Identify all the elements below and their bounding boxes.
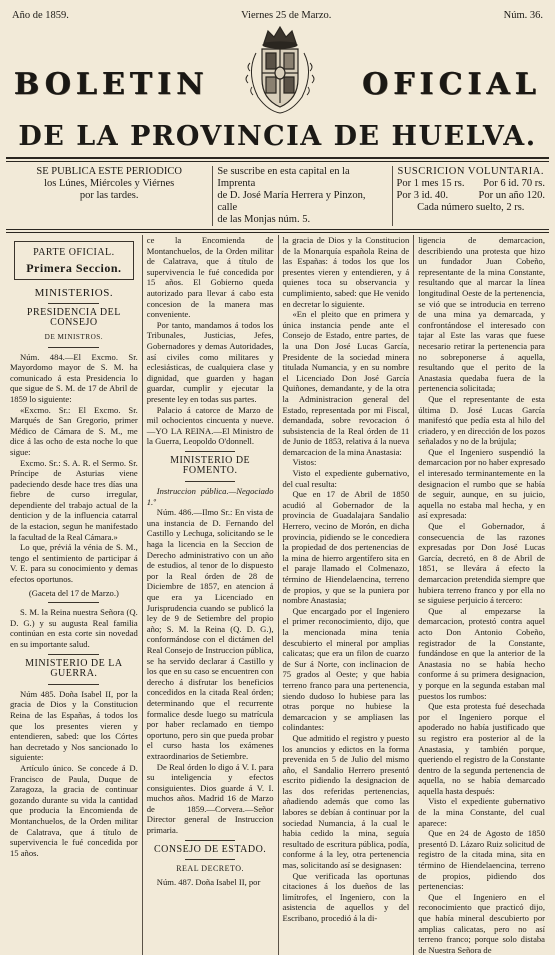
paragraph: Que el Ingeniero en el reconocimiento que practicó dijo, que había mineral descubierto por amplias calicatas, pero no así terreno franco; porque solo distaba de Nuestra Señora de (418, 891, 545, 955)
paragraph: Que en 17 de Abril de 1850 acudió al Gobernador de la provincia de Guadalajara Sandalio Herrero, vecino de Morón, en dicha provincia, pidiendo se le concediera la propiedad de dos pertenencias de la mina de hierro argentífero sita en el paraje llamado el Colmenazo, término de Hiendelaencina, terreno de propios, y que se la puniera por nombre Anastasia; (282, 489, 410, 606)
paragraph: Artículo único. Se concede á D. Francisco de Paula, Duque de Zaragoza, la gracia de continuar gozando durante su vida la cantidad que producia la Encomienda de Montanchuelos, de la Orden militar de Calatrava, que á título de supervivencia le fué concedida por 15 años. (10, 762, 138, 858)
masthead-subtitle: DE LA PROVINCIA DE HUELVA. (18, 121, 537, 152)
parte-oficial-box (14, 241, 134, 280)
masthead (6, 23, 549, 118)
divider (185, 451, 236, 452)
schedule-line: SE PUBLICA ESTE PERIODICO (36, 166, 182, 177)
paragraph: Palacio á catorce de Marzo de mil ochocientos cincuenta y nueve.—YO LA REINA.—El Ministro de la Guerra, Leopoldo O'donnell. (146, 404, 274, 447)
price-item: Por 6 id. 70 rs. (483, 178, 545, 189)
paragraph: Lo que, préviá la vénia de S. M., tengo el sentimiento de participar á V. E. para su conocimiento y demas efectos oportunos. (10, 542, 138, 585)
subscription-location (212, 166, 391, 226)
divider (48, 684, 99, 685)
subscription-prices (392, 166, 549, 226)
column-4 (413, 235, 549, 955)
schedule-line: por las tardes. (79, 190, 139, 201)
info-rule (6, 232, 549, 233)
divider (48, 347, 99, 348)
paragraph: Que encargado por el Ingeniero el primer reconocimiento, dijo, que la mencionada mina tenia descubierto el mineral por amplias calicatas; que era un filon de cuarzo de Sur á Norte, con inclinacion de 75 grados al Oeste; y que habia terreno franco para una pertenencia, siendo dudoso lo hubiese para las otras porque no hubiese la demarcacion y se ampliasen las colindantes: (282, 605, 410, 733)
primera-seccion-heading: Primera Seccion. (26, 260, 122, 275)
dateline (6, 0, 549, 21)
ministerios-heading: MINISTERIOS. (34, 287, 114, 300)
paragraph: Por tanto, mandamos á todos los Tribunales, Justicias, Jefes, Gobernadores y demas Autoridades, así civiles como militares y eclesiásticas, de cualquiera clase y dignidad, que guarden y hagan guardar, cumplir y ejecutar la presente ley en todas sus partes. (146, 319, 274, 404)
divider (48, 602, 99, 603)
paragraph: Núm 485. Doña Isabel II, por la gracia de Dios y la Constitucion Reina de las Españas, á todos los que los presentes vieren y entendieren, sabed: que los Córtes han decretado y Nos sancionado lo siguiente: (10, 688, 138, 763)
location-line: Se suscribe en esta capital en la Imprenta (217, 166, 350, 189)
subscription-title: SUSCRICION VOLUNTARIA. (397, 166, 544, 177)
price-item: Por un año 120. (478, 190, 545, 201)
article-columns (6, 235, 549, 955)
divider (185, 859, 236, 860)
paragraph: S. M. la Reina nuestra Señora (Q. D. G.) y su augusta Real familia continúan en esta corte sin novedad en su importante salud. (10, 607, 138, 649)
divider (185, 840, 236, 841)
paragraph: Que verificada las oportunas citaciones á los dueños de las limítrofes, el Ingeniero, con la asistencia de aquellos y del Escribano, procedió á la di- (282, 870, 410, 923)
negociado-line: Instruccion pública.—Negociado 1.º (146, 486, 274, 507)
price-row (397, 190, 545, 202)
parte-oficial-heading: PARTE OFICIAL. (33, 247, 115, 258)
price-row (397, 178, 545, 190)
consejo-heading: CONSEJO DE ESTADO. (153, 843, 267, 855)
publication-schedule (6, 166, 212, 226)
paragraph: «En el pleito que en primera y única instancia pende ante el Consejo de Estado, entre partes, de la una Don José Lucas García, Presidente de la sociedad minera titulada Numancia, y en su nombre el Licenciado Don José García Quiñones, demandante, y de la otra la Administracion general del Estado, representada por mi Fiscal, demandada, sobre revocacion ó subsistencia de la Real órden de 11 de Junio de 1853, relativa á la nueva demarcacion de la mina Anastasia: (282, 309, 410, 457)
presidencia-subheading: DE MINISTROS. (44, 332, 104, 341)
masthead-word-oficial: OFICIAL (362, 67, 541, 102)
paragraph: Que admitido el registro y puesto los anuncios y edictos en la forma prevenida en 5 de Julio del mismo año, el Sandalio Herrero presentó escrito pidiendo la designacion de las dos referidas pertenencias, añadiendo además que como las labores se debían á continuar por la sociedad Numancia, á la cual le habia cedido la mina, seguía resultado de escritura pública, podía, conforme á la ley, otra pertenencia mas, solicitando así se designasen: (282, 732, 410, 871)
single-issue-price: Cada número suelto, 2 rs. (417, 202, 525, 213)
price-item: Por 1 mes 15 rs. (396, 178, 465, 189)
schedule-line: los Lúnes, Miércoles y Viérnes (44, 178, 175, 189)
paragraph: Que en 24 de Agosto de 1850 presentó D. Lázaro Ruiz solicitud de registro de la citada mina, sita en término de Hiendelaencina, terreno de propios, pidiendo dos pertenencias: (418, 828, 545, 892)
newspaper-page (6, 0, 549, 955)
masthead-word-boletin: BOLETIN (14, 67, 209, 102)
paragraph: Visto el expediente gubernativo de la mina Constante, del cual aparece: (418, 796, 545, 828)
info-rule (6, 229, 549, 230)
location-line: de D. José María Herrera y Pinzon, calle (217, 190, 366, 213)
paragraph: «Excmo. Sr.: El Excmo. Sr. Marqués de San Gregorio, primer Médico de Cámara de S. M., me dice á las ocho de esta noche lo que sigue: (10, 404, 138, 457)
price-item: Por 3 id. 40. (396, 190, 449, 201)
divider (185, 481, 236, 482)
decreto-heading: REAL DECRETO. (176, 864, 245, 874)
paragraph: Que esta protesta fué desechada por el Ingeniero porque el apoderado no había justificado que su registro era posterior al de la Anastasia, y también porque, queriendo el registro de la Constante dentro de la segunda pertenencia de aquella, no se había demarcado aquella hasta después: (418, 701, 545, 796)
paragraph: ce la Encomienda de Montanchuelos, de la Orden militar de Calatrava, que á título de supervivencia le fué concedida por 15 años. El Gobierno queda autorizado para llevar á cabo esta concesion de la manera mas conveniente. (146, 235, 274, 320)
column-1 (6, 235, 142, 955)
column-2 (142, 235, 278, 955)
paragraph: la gracia de Dios y la Constitucion de la Monarquía española Reina de las Españas: á todos los que los presentes vieren y entendieren, y á quienes toca su observancia y cumplimiento, sabed: que He venido en decretar lo siguiente. (282, 235, 410, 309)
presidencia-heading: PRESIDENCIA DEL CONSEJO (26, 306, 121, 329)
paragraph: Excmo. Sr.: S. A. R. el Sermo. Sr. Príncipe de Asturias viene padeciendo desde hace tres días una fiebre de curso irregular, dependiente del trabajo actual de la denticion y de la influencia catarral de la estacion, segun he manifestado la facultad de la Real Cámara.» (10, 457, 138, 542)
divider (48, 654, 99, 655)
divider (48, 303, 99, 304)
issue-year: Año de 1859. (12, 10, 69, 21)
paragraph: De Real órden lo digo á V. I. para su inteligencia y efectos consiguientes. Dios guarde á V. I. muchos años. Madrid 16 de Marzo de 1859.—Corvera.—Señor Director general de Instruccion primaria. (146, 761, 274, 836)
paragraph: Que el Ingeniero suspendió la demarcacion por no haber expresado el interesado terminantemente en la designacion el rumbo que se había de seguir, aunque, en su juicio, aquella no estaba mal hecha, y en así expresada: (418, 446, 545, 521)
paragraph: Núm. 487. Doña Isabel II, por (156, 876, 261, 887)
guerra-heading: MINISTERIO DE LA GUERRA. (25, 657, 123, 680)
issue-number: Núm. 36. (503, 10, 543, 21)
paragraph: Que el representante de esta última D. José Lucas García manifestó que pedía esta al hilo del criadero, y en dirección de los pozos señalados y no de la brújula; (418, 393, 545, 447)
location-line: de las Monjas núm. 5. (217, 214, 311, 225)
source-note: (Gaceta del 17 de Marzo.) (28, 587, 119, 598)
paragraph: Núm. 486.—Ilmo Sr.: En vista de una instancia de D. Fernando del Castillo y Lechuga, solicitando se le haga la licencia en la Seccion de Derecho administrativo con un año de estudios, al tenor de lo dispuesto por la Real órden de 28 de Diciembre de 1857, en atencion á que era ya Licenciado en Jurisprudencia cuando se publicó la ley de 9 de Setiembre del propio año; S. M. la Reina (Q. D. G.), conformándose con el dictámen del Real Consejo de Instruccion pública, se ha servido declarar á Castillo y los que en su caso se encuentren con derecho á disfrutar los beneficios concedidos en la citada Real órden; determinando que el recurrente formalice desde luego su matrícula por haber reclamado en tiempo oportuno, pero sin que pueda probar el curso hasta los exámenes extraordinarios de Setiembre. (146, 507, 274, 761)
column-3 (278, 235, 414, 955)
paragraph: Que el Gobernador, á consecuencia de las razones expresadas por Don José Lucas García, decretó, en 8 de Abril de 1851, se llevára á efecto la demarcacion pretendida siempre que hubiera terreno franco y por ella no se siguiese perjuicio á tercero: (418, 521, 545, 606)
paragraph: Núm. 484.—El Excmo. Sr. Mayordomo mayor de S. M. ha comunicado á esta Presidencia lo que sigue de S. M. de 17 de Abril de 1859 lo siguiente: (10, 351, 138, 404)
fomento-heading: MINISTERIO DE FOMENTO. (170, 454, 251, 477)
masthead-title (6, 67, 549, 102)
paragraph: Visto el expediente gubernativo, del cual resulta: (282, 468, 410, 489)
paragraph: Que al empezarse la demarcacion, protestó contra aquel acto Don Antonio Cobeño, registrador de la Constante, fundándose en que la anterior de la Anastasia no se había hecho conforme á su primera designacion, y porque en la segunda estaban mal puestos los rumbos: (418, 605, 545, 701)
publication-info-bar (6, 162, 549, 229)
issue-date: Viernes 25 de Marzo. (241, 10, 332, 21)
paragraph: ligencia de demarcacion, describiendo una protesta que hizo un fundador Juan Cobeño, representante de la mina Constante, resultando que al marcar la línea longitudinal Oeste de la pertenencia, se vió que se introducia en terreno de una mina ya demarcada, y confrontándose el interesado con tajar al Este las varas que fuese necesario retirar la pertenencia para no sobreponerse á aquella, resultando que el perito de la Anastasia quedaba fuera de la pertenencia solicitada; (418, 235, 545, 394)
paragraph: Vistos: (292, 457, 317, 468)
